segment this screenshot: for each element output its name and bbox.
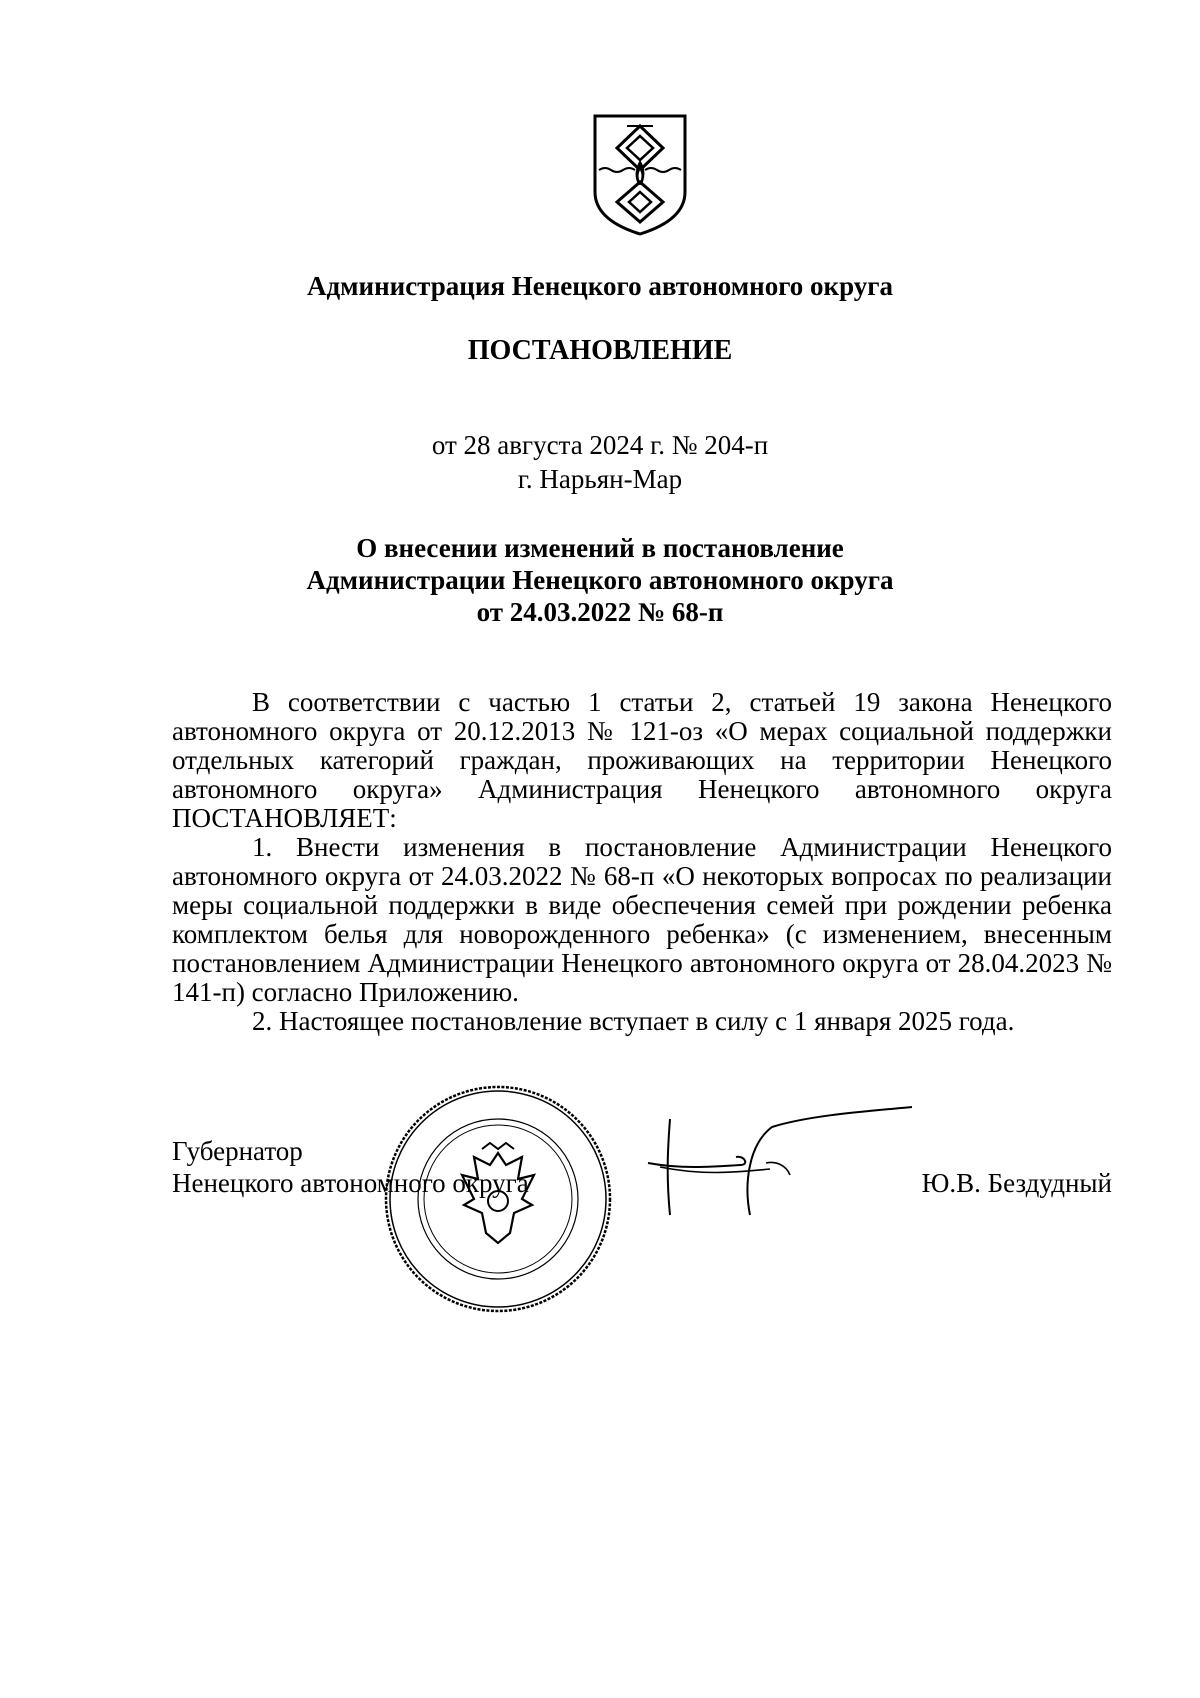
signatory-title-line: Ненецкого автономного округа [172,1168,529,1198]
document-date-number: от 28 августа 2024 г. № 204-п [431,430,769,460]
document-body [172,688,1112,1036]
coat-of-arms-nenets-icon [591,112,689,238]
organization-title: Администрация Ненецкого автономного округа [306,271,894,301]
signatory-title-line: Губернатор [172,1136,303,1166]
subject-line: от 24.03.2022 № 68-п [476,597,724,627]
signatory-name: Ю.В. Бездудный [921,1168,1112,1198]
handwritten-signature [640,1105,920,1235]
document-city: г. Нарьян-Мар [517,464,683,494]
body-paragraph: 1. Внести изменения в постановление Администрации Ненецкого автономного округа от 24.03.2022 № 68-п «О некоторых вопросах по реализации меры социальной поддержки в виде обеспечения семей при рождении ребенка комплектом белья для новорожденного ребенка» (с изменением, внесенным постановлением Администрации Ненецкого автономного округа от 28.04.2023 № 141-п) согласно Приложению. [172,832,1112,1007]
subject-line: О внесении изменений в постановление [356,533,844,563]
document-subject [0,532,1200,628]
official-seal-stamp [382,1083,614,1315]
body-paragraph: 2. Настоящее постановление вступает в силу с 1 января 2025 года. [252,1006,1015,1036]
document-type: ПОСТАНОВЛЕНИЕ [467,335,733,366]
body-paragraph: В соответствии с частью 1 статьи 2, статьей 19 закона Ненецкого автономного округа от 20.12.2013 № 121-оз «О мерах социальной поддержки отдельных категорий граждан, проживающих на территории Ненецкого автономного округа» Администрация Ненецкого автономного округа ПОСТАНОВЛЯЕТ: [172,687,1112,833]
subject-line: Администрации Ненецкого автономного округа [306,565,894,595]
